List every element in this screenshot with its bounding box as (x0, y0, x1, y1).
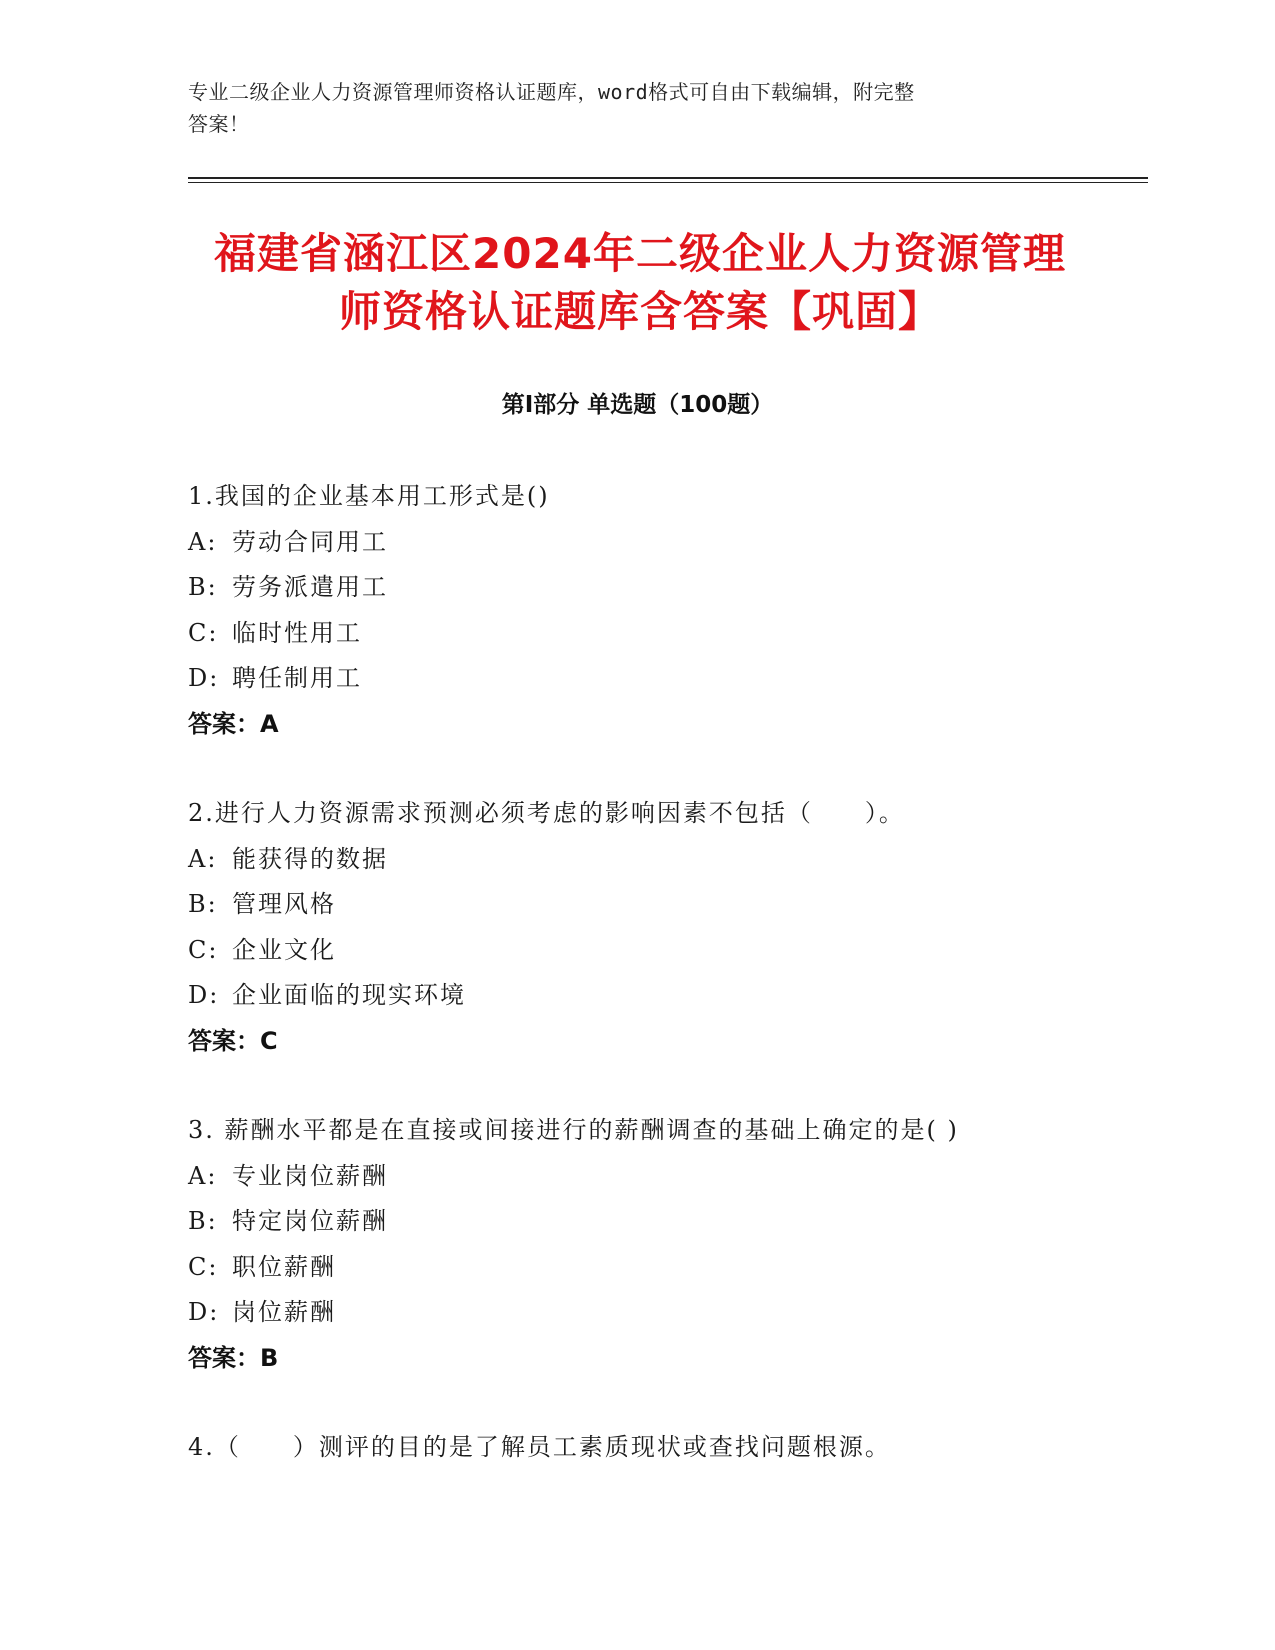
option-text: 职位薪酬 (232, 1252, 336, 1281)
option-text: 管理风格 (232, 890, 336, 918)
option-text: 特定岗位薪酬 (232, 1207, 388, 1235)
header-divider-thick (188, 177, 1148, 179)
header-note-line-1: 专业二级企业人力资源管理师资格认证题库，word格式可自由下载编辑，附完整 (188, 80, 915, 104)
option-c (188, 928, 1128, 974)
option-key: B: (188, 573, 218, 601)
option-key: C: (188, 1252, 219, 1281)
question-stem: 3. 薪酬水平都是在直接或间接进行的薪酬调查的基础上确定的是( ) (188, 1116, 959, 1144)
option-key: A: (188, 527, 218, 556)
option-text: 临时性用工 (232, 618, 362, 647)
answer: 答案：C (188, 1026, 278, 1055)
option-b (188, 565, 1128, 611)
option-key: D: (188, 981, 220, 1009)
header-note (188, 76, 1068, 140)
option-key: B: (188, 890, 218, 918)
option-key: A: (188, 1161, 218, 1190)
option-d (188, 1290, 1128, 1336)
option-c (188, 1245, 1128, 1291)
option-d (188, 656, 1128, 702)
document-title (180, 225, 1100, 341)
question-stem: 1.我国的企业基本用工形式是() (188, 482, 550, 510)
option-key: C: (188, 935, 219, 964)
option-text: 聘任制用工 (232, 664, 362, 692)
option-text: 企业面临的现实环境 (232, 981, 466, 1009)
option-text: 劳动合同用工 (232, 527, 388, 556)
option-a (188, 1154, 1128, 1200)
question-3 (188, 1108, 1128, 1381)
option-a (188, 837, 1128, 883)
answer: 答案：B (188, 1343, 279, 1372)
option-text: 专业岗位薪酬 (232, 1161, 388, 1190)
option-d (188, 973, 1128, 1019)
header-note-line-2: 答案！ (188, 112, 250, 136)
option-key: D: (188, 664, 220, 692)
option-key: C: (188, 618, 219, 647)
option-key: D: (188, 1298, 220, 1326)
question-2 (188, 791, 1128, 1064)
option-b (188, 1199, 1128, 1245)
document-title-line-2: 师资格认证题库含答案【巩固】 (338, 287, 941, 336)
option-a (188, 520, 1128, 566)
document-title-line-1: 福建省涵江区2024年二级企业人力资源管理 (214, 229, 1066, 278)
option-key: B: (188, 1207, 218, 1235)
question-list (188, 474, 1128, 1515)
question-1 (188, 474, 1128, 747)
section-heading: 第Ⅰ部分 单选题（100题） (501, 392, 774, 418)
answer: 答案：A (188, 709, 279, 738)
option-b (188, 882, 1128, 928)
question-4 (188, 1425, 1128, 1471)
header-divider-thin (188, 182, 1148, 183)
option-text: 企业文化 (232, 935, 336, 964)
option-c (188, 611, 1128, 657)
question-stem: 2.进行人力资源需求预测必须考虑的影响因素不包括（ ）。 (188, 799, 905, 827)
option-text: 劳务派遣用工 (232, 573, 388, 601)
option-text: 岗位薪酬 (232, 1298, 336, 1326)
option-text: 能获得的数据 (232, 844, 388, 873)
option-key: A: (188, 844, 218, 873)
question-stem: 4.（ ）测评的目的是了解员工素质现状或查找问题根源。 (188, 1433, 891, 1461)
